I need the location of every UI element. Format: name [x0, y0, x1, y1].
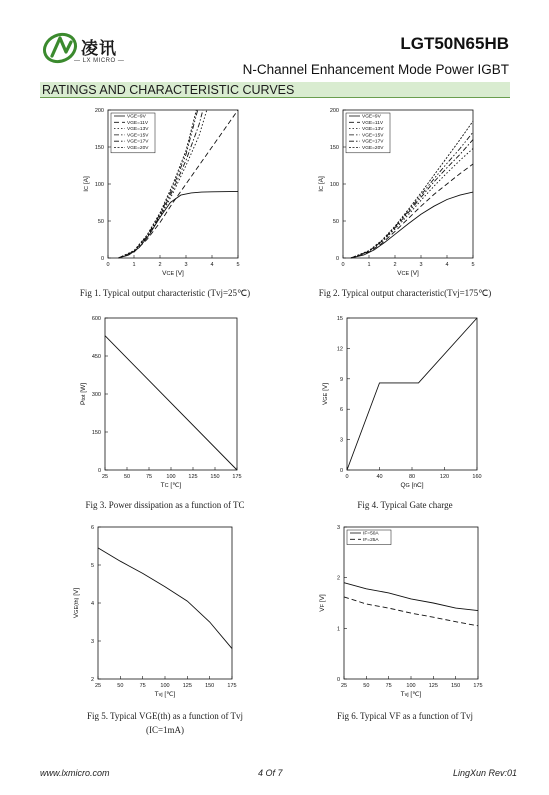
- fig6-x-tick-label: 150: [451, 683, 461, 689]
- fig1-x-tick-label: 4: [210, 262, 214, 268]
- fig4-y-tick-label: 9: [339, 376, 343, 383]
- fig6-x-axis-label: Tvj [℃]: [400, 691, 422, 698]
- fig4-x-tick-label: 40: [376, 474, 383, 480]
- fig3-x-tick-label: 175: [232, 474, 242, 480]
- fig1-y-tick-label: 150: [94, 145, 104, 151]
- fig2-series-line: [351, 192, 473, 258]
- chart-fig3: [80, 316, 242, 489]
- fig2-caption: Fig 2. Typical output characteristic(Tvj=175℃): [318, 288, 492, 298]
- fig5-y-tick-label: 4: [90, 601, 94, 607]
- fig6-x-tick-label: 125: [428, 683, 438, 689]
- fig6-series-line: [344, 583, 478, 611]
- fig1-legend-label: VGE=11V: [127, 120, 149, 126]
- chart-fig5: [73, 525, 237, 698]
- fig2-x-tick-label: 5: [471, 262, 475, 268]
- fig6-caption: Fig 6. Typical VF as a function of Tvj: [336, 711, 474, 721]
- fig6-x-tick-label: 75: [385, 683, 392, 689]
- fig6-y-tick-label: 1: [336, 626, 340, 633]
- part-number: LGT50N65HB: [400, 34, 509, 53]
- fig5-x-tick-label: 100: [160, 683, 170, 689]
- fig3-y-tick-label: 0: [97, 468, 101, 474]
- fig1-x-tick-label: 1: [132, 262, 136, 268]
- fig2-y-tick-label: 0: [335, 256, 339, 262]
- chart-fig4: [322, 316, 482, 489]
- fig6-x-tick-label: 25: [340, 683, 348, 689]
- fig6-x-tick-label: 50: [363, 683, 370, 689]
- footer-revision: LingXun Rev:01: [452, 768, 517, 778]
- fig4-y-tick-label: 3: [339, 437, 343, 444]
- fig6-y-axis-label: VF [V]: [319, 594, 326, 612]
- fig4-series-line: [347, 318, 477, 470]
- fig1-legend-label: VGE=20V: [127, 146, 149, 151]
- fig3-x-axis-label: TC [℃]: [160, 482, 182, 489]
- fig1-legend-label: VGE=13V: [127, 127, 149, 133]
- footer-website[interactable]: www.lxmicro.com: [40, 768, 110, 778]
- fig2-y-tick-label: 50: [332, 219, 339, 225]
- fig3-x-tick-label: 150: [210, 474, 220, 480]
- fig2-legend-label: VGE=13V: [362, 127, 384, 133]
- fig1-legend-label: VGE=17V: [127, 139, 149, 145]
- fig1-y-tick-label: 200: [94, 108, 104, 114]
- fig2-x-tick-label: 3: [419, 262, 423, 268]
- fig6-y-tick-label: 3: [336, 525, 340, 531]
- fig3-x-tick-label: 125: [188, 474, 198, 480]
- fig5-x-tick-label: 175: [227, 683, 237, 689]
- fig5-caption: Fig 5. Typical VGE(th) as a function of Tvj: [86, 711, 244, 721]
- fig5-x-tick-label: 75: [139, 683, 146, 689]
- section-title: RATINGS AND CHARACTERISTIC CURVES: [40, 82, 510, 98]
- fig3-x-tick-label: 50: [123, 474, 131, 480]
- fig2-x-tick-label: 0: [341, 262, 345, 268]
- fig6-legend-label: IF=25A: [363, 537, 379, 543]
- fig4-x-tick-label: 0: [345, 474, 349, 480]
- fig5-y-tick-label: 5: [90, 563, 94, 569]
- logo-chinese-text: 凌讯: [81, 39, 117, 59]
- fig1-y-tick-label: 0: [100, 256, 104, 262]
- fig6-y-tick-label: 2: [336, 575, 340, 582]
- fig5-series-line: [98, 548, 232, 649]
- fig6-series-line: [344, 597, 478, 626]
- fig4-x-tick-label: 160: [472, 474, 482, 480]
- fig2-y-tick-label: 150: [329, 145, 339, 151]
- fig4-y-axis-label: VGE [V]: [322, 382, 329, 406]
- chart-fig6: [319, 525, 483, 698]
- fig5-y-tick-label: 3: [90, 639, 94, 645]
- chart-fig1: [83, 108, 240, 277]
- fig2-legend-label: VGE=20V: [362, 146, 384, 151]
- fig2-legend-label: VGE=17V: [362, 139, 384, 145]
- fig6-y-tick-label: 0: [336, 677, 340, 683]
- fig6-x-tick-label: 100: [406, 683, 416, 689]
- fig3-y-axis-label: Ptot [W]: [80, 382, 87, 406]
- fig4-y-tick-label: 15: [336, 316, 343, 322]
- fig2-y-tick-label: 100: [329, 182, 339, 188]
- fig1-x-tick-label: 3: [184, 262, 188, 268]
- fig4-x-tick-label: 80: [408, 474, 416, 480]
- fig2-legend-label: VGE=9V: [362, 114, 381, 120]
- fig2-series-line: [351, 149, 473, 259]
- fig4-y-tick-label: 0: [339, 468, 343, 474]
- logo-english-text: — LX MICRO —: [74, 58, 125, 64]
- fig6-legend-label: IF=50A: [363, 531, 379, 537]
- fig5-y-tick-label: 6: [90, 525, 94, 531]
- fig2-legend-label: VGE=11V: [362, 120, 384, 126]
- fig5-x-axis-label: Tvj [℃]: [154, 691, 176, 698]
- fig1-x-tick-label: 2: [158, 262, 162, 268]
- fig5-x-tick-label: 150: [205, 683, 215, 689]
- fig3-y-tick-label: 450: [91, 354, 101, 360]
- fig3-plot-frame: [105, 318, 237, 470]
- fig1-legend-label: VGE=15V: [127, 133, 149, 139]
- fig1-y-tick-label: 50: [97, 219, 104, 225]
- fig4-caption: Fig 4. Typical Gate charge: [357, 500, 453, 510]
- fig2-x-tick-label: 1: [367, 262, 371, 268]
- fig2-legend-label: VGE=15V: [362, 133, 384, 139]
- footer-page-number: 4 Of 7: [258, 768, 283, 778]
- fig4-x-axis-label: QG [nC]: [400, 482, 424, 489]
- fig2-x-axis-label: VCE [V]: [397, 270, 419, 277]
- fig2-y-tick-label: 200: [329, 108, 339, 114]
- fig6-x-tick-label: 175: [473, 683, 483, 689]
- fig3-x-tick-label: 25: [101, 474, 109, 480]
- fig5-caption-condition: (IC=1mA): [145, 725, 185, 735]
- fig4-plot-frame: [347, 318, 477, 470]
- logo-english-label: LX MICRO: [82, 58, 116, 64]
- fig2-x-tick-label: 4: [445, 262, 449, 268]
- fig2-x-tick-label: 2: [393, 262, 397, 268]
- fig3-y-tick-label: 150: [91, 430, 101, 436]
- fig5-x-tick-label: 25: [94, 683, 102, 689]
- fig5-y-tick-label: 2: [90, 677, 94, 683]
- fig2-series-line: [351, 140, 473, 258]
- fig1-x-axis-label: VCE [V]: [162, 270, 184, 277]
- fig5-y-axis-label: VGE(th) [V]: [73, 587, 80, 619]
- fig3-series-line: [105, 336, 237, 470]
- fig1-x-tick-label: 0: [106, 262, 110, 268]
- fig3-x-tick-label: 75: [145, 474, 153, 480]
- fig1-x-tick-label: 5: [236, 262, 240, 268]
- fig1-legend-label: VGE=9V: [127, 114, 146, 120]
- fig4-y-tick-label: 6: [339, 407, 343, 414]
- fig4-y-tick-label: 12: [336, 346, 343, 353]
- fig1-caption: Fig 1. Typical output characteristic (Tvj=25℃): [79, 288, 251, 298]
- fig3-y-tick-label: 300: [91, 392, 101, 398]
- fig1-y-axis-label: IC [A]: [83, 176, 90, 192]
- chart-fig2: [318, 108, 475, 277]
- fig1-y-tick-label: 100: [94, 182, 104, 188]
- fig2-y-axis-label: IC [A]: [318, 176, 325, 192]
- device-subtitle: N-Channel Enhancement Mode Power IGBT: [242, 62, 509, 77]
- fig6-plot-frame: [344, 527, 478, 679]
- fig5-x-tick-label: 125: [182, 683, 192, 689]
- fig3-y-tick-label: 600: [91, 316, 101, 322]
- fig5-x-tick-label: 50: [117, 683, 124, 689]
- fig5-plot-frame: [98, 527, 232, 679]
- fig4-x-tick-label: 120: [439, 474, 450, 480]
- fig3-caption: Fig 3. Power dissipation as a function of TC: [85, 500, 245, 510]
- fig3-x-tick-label: 100: [166, 474, 176, 480]
